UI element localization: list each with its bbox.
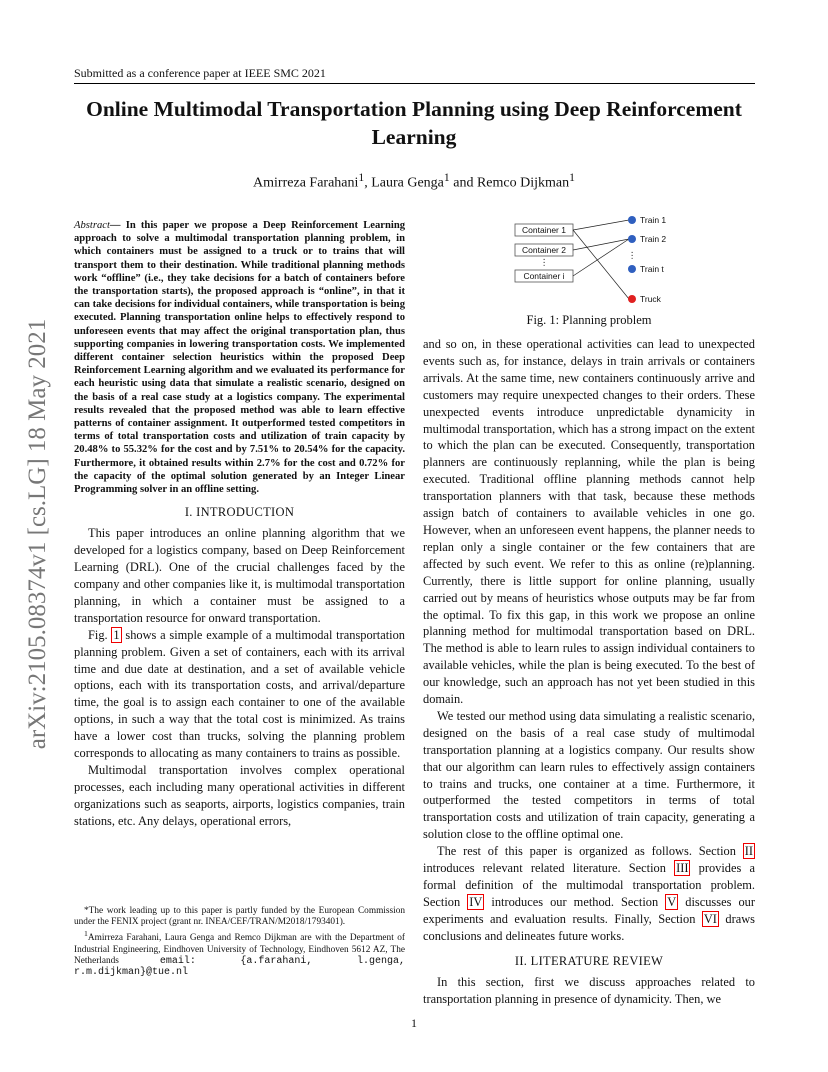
- vehicle-label-train-2: Train 2: [640, 234, 667, 244]
- container-label-2: Container 2: [522, 245, 566, 255]
- text-run: draws conclusions and delineates future works.: [423, 911, 755, 943]
- train-1-node: [628, 216, 636, 224]
- affiliation-mark: 1: [569, 171, 575, 184]
- section-ref-link[interactable]: V: [667, 894, 677, 909]
- text-run: The rest of this paper is organized as follows. Section: [437, 844, 743, 859]
- right-paragraph-2: We tested our method using data simulating a realistic scenario, designed on the basis of a real case study of multimodal transportation planning at a logistics company. Our results show that our algorithm can learn rules to effectively assign containers to trains and trucks, one container at a time. Furthermore, it outperformed the tested competitors in terms of total transportation costs and utilization of train capacity, generating a solution close to the offline optimal one.: [423, 708, 755, 842]
- page-number: 1: [411, 1016, 417, 1030]
- footnote-funding: *The work leading up to this paper is partly funded by the European Commission under the FENIX project (grant nr. INEA/CEF/TRAN/M2018/1793401).: [74, 906, 405, 928]
- container-label-1: Container 1: [522, 225, 566, 235]
- left-column: [74, 219, 405, 830]
- text-run: shows a simple example of a multimodal transportation planning problem. Given a set of containers, each with its arrival time and due date at destination, and a set of available vehicle options, each with its transportation costs, and arrival/departure time, the goal is to assign each container to one of the available options, in such a way that the total cost is minimized. As trains have a lower cost than trucks, solving the planning problem corresponds to allocating as many containers to trains as possible.: [74, 627, 406, 761]
- section-ref-link[interactable]: III: [676, 861, 689, 876]
- text-run: provides a formal definition of the multimodal transportation problem. Section: [423, 861, 755, 909]
- section-heading-literature: II. LITERATURE REVIEW: [514, 953, 664, 968]
- vehicle-label-train-1: Train 1: [640, 215, 667, 225]
- intro-paragraph-2: [74, 627, 405, 762]
- right-paragraph-3: [423, 843, 755, 944]
- text-run: introduces relevant related literature. Section: [423, 861, 675, 876]
- author-3: Remco Dijkman: [476, 175, 570, 191]
- figure-ref-link[interactable]: 1: [113, 627, 120, 642]
- train-t-node: [628, 265, 636, 273]
- author-separator: and: [449, 175, 477, 191]
- train-2-node: [628, 235, 636, 243]
- text-run: introduces our method. Section: [484, 894, 666, 909]
- section-ref-link[interactable]: VI: [703, 911, 717, 926]
- affiliation-mark: 1: [443, 171, 450, 184]
- abstract-dash: —: [109, 220, 126, 231]
- text-run: discusses our experiments and evaluation results. Finally, Section: [423, 894, 755, 926]
- running-header: Submitted as a conference paper at IEEE SMC 2021: [74, 66, 326, 80]
- author-separator: ,: [364, 175, 372, 191]
- assignment-arrow: [573, 220, 629, 230]
- container-ellipsis: ⋮: [539, 257, 549, 267]
- author-1: Amirreza Farahani: [253, 175, 359, 191]
- section-ref-link[interactable]: II: [744, 844, 753, 859]
- footnote-mark: 1: [84, 929, 88, 939]
- planning-problem-figure: [505, 210, 695, 310]
- abstract-text: In this paper we propose a Deep Reinforcement Learning approach to solve a multimodal transportation planning problem, in which containers must be assigned to a truck or to trains that will transport them to their destination. While traditional planning methods work “offline” (i.e., they take decisions for a batch of containers before the transportation starts), the proposed approach is “online”, in that it can take decisions for individual containers, while transportation is being executed. Planning transportation online helps to effectively respond to unforeseen events that may affect the original transportation plan, thus supporting companies in lowering transportation costs. We implemented different container selection heuristics within the proposed Deep Reinforcement Learning algorithm and we evaluated its performance for each heuristic using data that simulate a realistic scenario, designed on the basis of a real case study at a logistics company. The experimental results revealed that the proposed method was able to learn effective patterns of container assignment. It outperformed tested competitors in terms of total transportation costs and utilization of train capacity by 20.48% to 55.32% for the cost and by 7.51% to 20.54% for the capacity. Furthermore, it obtained results within 2.7% for the cost and 0.72% for the capacity of the optimal solution generated by an Integer Linear Programming solver in an offline setting.: [74, 220, 406, 496]
- author-list: [60, 171, 768, 192]
- footnote-affiliation: [74, 928, 405, 978]
- truck-node: [628, 295, 636, 303]
- author-emails: email: {a.farahani, l.genga, r.m.dijkman}@tue.nl: [74, 955, 406, 979]
- author-2: Laura Genga: [371, 175, 444, 191]
- right-column: [423, 336, 755, 1007]
- text-run: Fig.: [88, 627, 112, 642]
- vehicle-ellipsis: ⋮: [627, 250, 637, 260]
- right-paragraph-1: and so on, in these operational activities can lead to unexpected events such as, for instance, delays in train arrivals or containers arrivals. At the same time, new containers continuously arrive and customers may require unexpected changes to their orders. These unexpected events introduce unpredictable dynamicity in multimodal transportation, which has a strong impact on the extent to which the plan can be executed. Consequently, transportation planners are continuously replanning, while the plan is being executed. Traditional offline planning methods cannot help transportation planners with that task, because these methods assign batch of containers to available vehicles in one go. However, when an unforeseen event happens, the planner needs to replan only a single container or the few containers that are affected by such event. We refer to this as online (re)planning. Currently, there is little support for online planning, usually carried out by means of heuristics whose outputs may be far from the optimal. To fix this gap, in this work we propose an online planning method for multimodal transportation based on DRL. The method is able to learn rules to assign individual containers to available vehicles, while the plan is being executed. To the best of our knowledge, such an approach has not yet been studied in this domain.: [423, 337, 755, 707]
- section-ref-link[interactable]: IV: [469, 894, 483, 909]
- vehicle-label-train-t: Train t: [640, 264, 664, 274]
- abstract: [74, 219, 405, 496]
- intro-paragraph-3: Multimodal transportation involves complex operational processes, each including many operational activities in different organizations such as seaports, airports, logistics companies, train stations, etc. Any delays, operational errors,: [74, 762, 405, 828]
- affiliation-mark: 1: [358, 171, 365, 184]
- vehicle-label-truck: Truck: [640, 294, 661, 304]
- arxiv-identifier: arXiv:2105.08374v1 [cs.LG] 18 May 2021: [24, 318, 51, 750]
- footnotes: [74, 906, 405, 978]
- figure-diagram: [505, 210, 695, 310]
- footnote-text: Amirreza Farahani, Laura Genga and Remco Dijkman are with the Department of Industrial Engineering, Eindhoven University of Technology, Eindhoven 5612 AZ, The Netherlands: [74, 933, 405, 966]
- paper-title: Online Multimodal Transportation Planning using Deep Reinforcement Learning: [86, 97, 742, 149]
- intro-paragraph-1: This paper introduces an online planning algorithm that we developed for a logistics company, based on Deep Reinforcement Learning (DRL). One of the crucial challenges faced by the company and other companies like it, is multimodal transportation planning, in which a container must be assigned to a transportation resource for onward transportation.: [74, 526, 405, 625]
- container-label-i: Container i: [523, 271, 565, 281]
- header-rule: [74, 83, 755, 84]
- literature-paragraph-1: In this section, first we discuss approaches related to transportation planning in presence of dynamicity. Then, we: [423, 974, 755, 1006]
- figure-caption: Fig. 1: Planning problem: [526, 313, 652, 327]
- section-heading-introduction: I. INTRODUCTION: [184, 505, 295, 520]
- abstract-label: Abstract: [74, 220, 110, 231]
